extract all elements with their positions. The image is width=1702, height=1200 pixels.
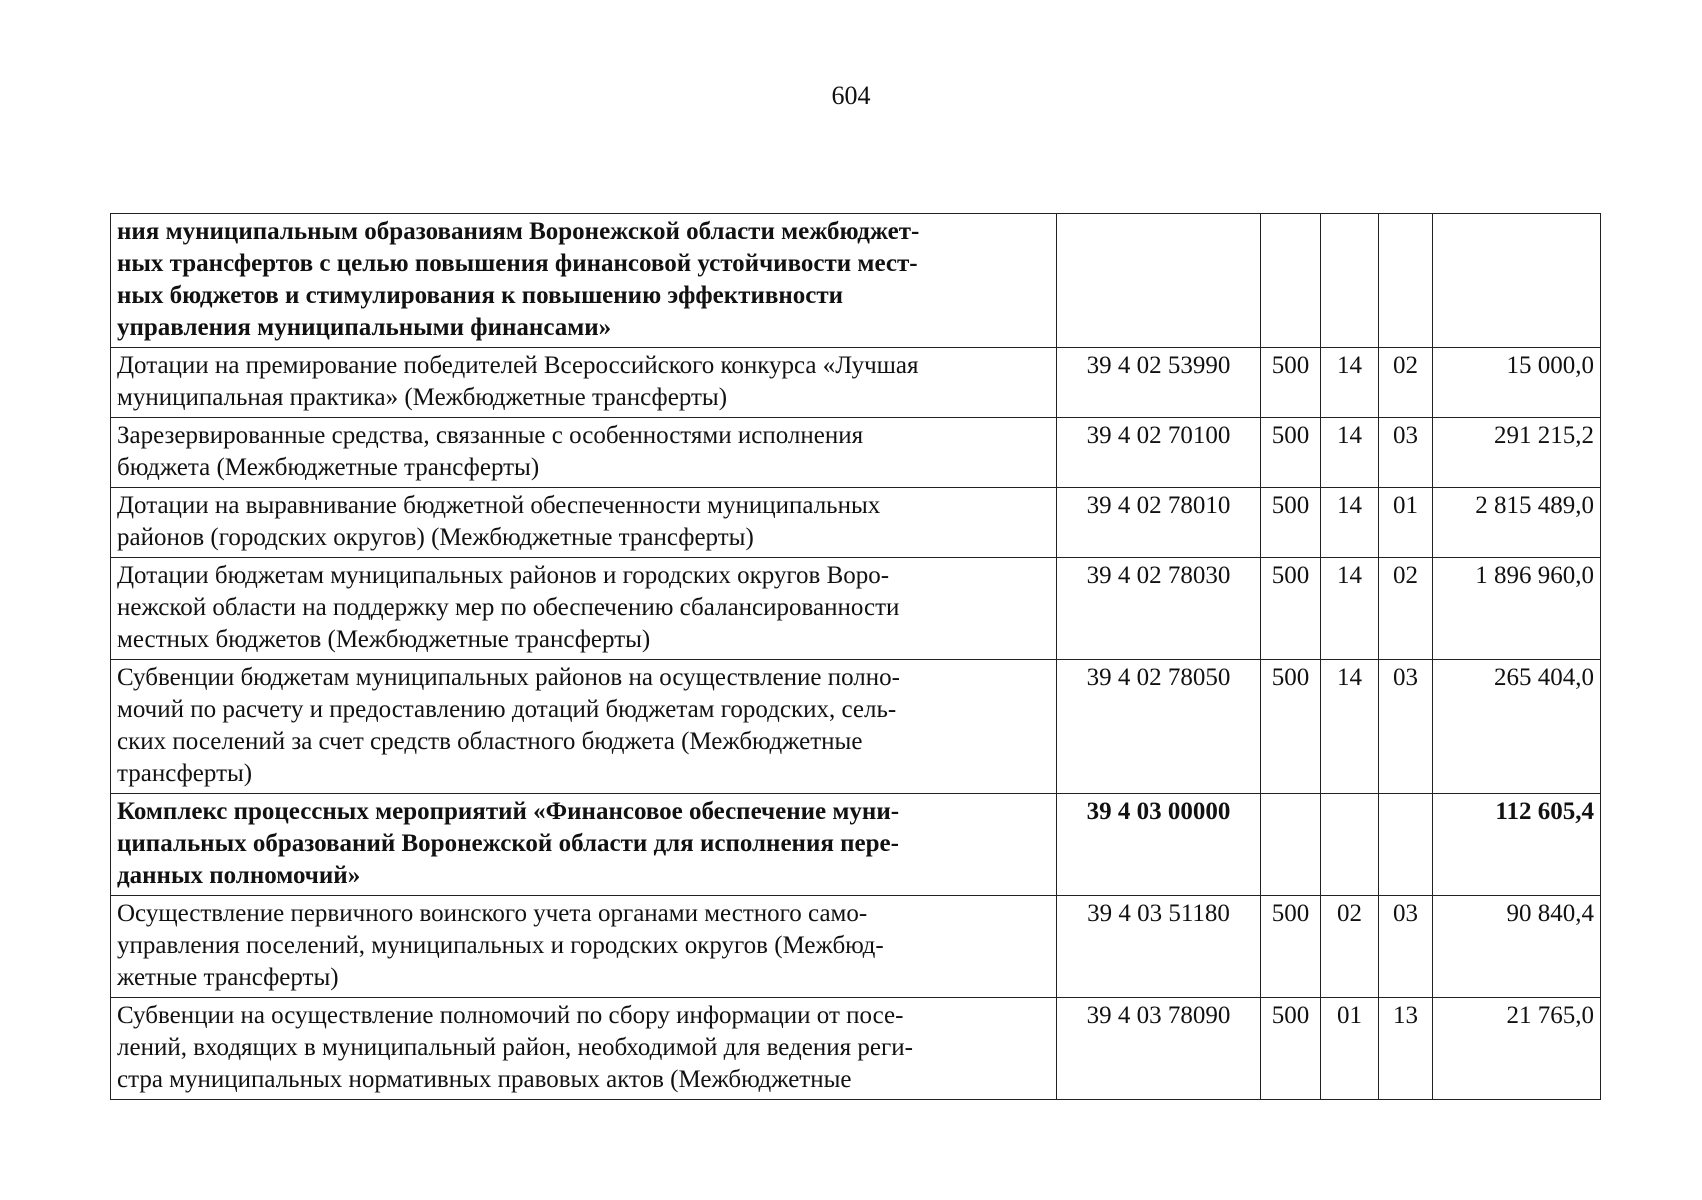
row-expense-type: 500 (1261, 660, 1321, 794)
row-expense-type (1261, 214, 1321, 348)
row-subsection (1379, 794, 1433, 896)
row-amount: 21 765,0 (1433, 998, 1601, 1100)
description-line: мочий по расчету и предоставлению дотаций бюджетам городских, сель- (117, 696, 897, 723)
row-amount: 2 815 489,0 (1433, 488, 1601, 558)
row-description (111, 558, 1057, 660)
row-section (1321, 214, 1379, 348)
description-line: Дотации на премирование победителей Всероссийского конкурса «Лучшая (117, 352, 919, 379)
description-line: Субвенции бюджетам муниципальных районов на осуществление полно- (117, 664, 900, 691)
description-line: Дотации на выравнивание бюджетной обеспеченности муниципальных (117, 492, 881, 519)
row-target-article: 39 4 02 70100 (1057, 418, 1261, 488)
description-line: стра муниципальных нормативных правовых актов (Межбюджетные (117, 1066, 852, 1093)
row-description (111, 418, 1057, 488)
row-description (111, 348, 1057, 418)
row-section: 14 (1321, 348, 1379, 418)
description-line: Комплекс процессных мероприятий «Финансовое обеспечение муни- (117, 798, 900, 825)
row-amount: 291 215,2 (1433, 418, 1601, 488)
row-target-article: 39 4 02 78030 (1057, 558, 1261, 660)
row-amount: 15 000,0 (1433, 348, 1601, 418)
table-row (111, 794, 1601, 896)
table-row (111, 660, 1601, 794)
table-row (111, 348, 1601, 418)
description-line: ских поселений за счет средств областного бюджета (Межбюджетные (117, 728, 863, 755)
table-row (111, 214, 1601, 348)
table-row (111, 998, 1601, 1100)
description-line: бюджета (Межбюджетные трансферты) (117, 454, 540, 481)
row-section: 14 (1321, 418, 1379, 488)
description-line: Зарезервированные средства, связанные с особенностями исполнения (117, 422, 864, 449)
row-subsection: 13 (1379, 998, 1433, 1100)
row-target-article: 39 4 02 53990 (1057, 348, 1261, 418)
row-expense-type: 500 (1261, 558, 1321, 660)
row-expense-type: 500 (1261, 348, 1321, 418)
row-expense-type: 500 (1261, 896, 1321, 998)
row-amount: 90 840,4 (1433, 896, 1601, 998)
description-line: управления муниципальными финансами» (117, 314, 612, 341)
row-section: 01 (1321, 998, 1379, 1100)
description-line: Осуществление первичного воинского учета органами местного само- (117, 900, 868, 927)
row-amount (1433, 214, 1601, 348)
row-subsection: 03 (1379, 418, 1433, 488)
row-section: 14 (1321, 660, 1379, 794)
description-line: управления поселений, муниципальных и городских округов (Межбюд- (117, 932, 884, 959)
row-section: 14 (1321, 558, 1379, 660)
row-expense-type: 500 (1261, 488, 1321, 558)
table-row (111, 558, 1601, 660)
description-line: ных трансфертов с целью повышения финансовой устойчивости мест- (117, 250, 918, 277)
description-line: Дотации бюджетам муниципальных районов и городских округов Воро- (117, 562, 890, 589)
description-line: муниципальная практика» (Межбюджетные трансферты) (117, 384, 728, 411)
row-target-article: 39 4 03 51180 (1057, 896, 1261, 998)
table-row (111, 418, 1601, 488)
row-subsection (1379, 214, 1433, 348)
row-subsection: 01 (1379, 488, 1433, 558)
row-target-article: 39 4 03 00000 (1057, 794, 1261, 896)
description-line: ципальных образований Воронежской области для исполнения пере- (117, 830, 899, 857)
row-subsection: 02 (1379, 348, 1433, 418)
row-expense-type (1261, 794, 1321, 896)
row-target-article: 39 4 02 78050 (1057, 660, 1261, 794)
description-line: нежской области на поддержку мер по обеспечению сбалансированности (117, 594, 900, 621)
description-line: ных бюджетов и стимулирования к повышению эффективности (117, 282, 844, 309)
row-description (111, 794, 1057, 896)
row-target-article: 39 4 02 78010 (1057, 488, 1261, 558)
page-number: 604 (831, 81, 871, 110)
row-section: 14 (1321, 488, 1379, 558)
row-amount: 112 605,4 (1433, 794, 1601, 896)
budget-allocation-table (110, 213, 1601, 1100)
row-description (111, 998, 1057, 1100)
table-body (111, 214, 1601, 1100)
row-description (111, 896, 1057, 998)
description-line: районов (городских округов) (Межбюджетные трансферты) (117, 524, 754, 551)
row-subsection: 02 (1379, 558, 1433, 660)
row-expense-type: 500 (1261, 418, 1321, 488)
row-subsection: 03 (1379, 896, 1433, 998)
row-target-article (1057, 214, 1261, 348)
description-line: ния муниципальным образованиям Воронежской области межбюджет- (117, 218, 920, 245)
row-subsection: 03 (1379, 660, 1433, 794)
row-amount: 265 404,0 (1433, 660, 1601, 794)
table-row (111, 488, 1601, 558)
row-description (111, 488, 1057, 558)
description-line: трансферты) (117, 760, 253, 787)
table-row (111, 896, 1601, 998)
row-description (111, 660, 1057, 794)
row-section (1321, 794, 1379, 896)
description-line: данных полномочий» (117, 862, 361, 889)
row-target-article: 39 4 03 78090 (1057, 998, 1261, 1100)
description-line: лений, входящих в муниципальный район, необходимой для ведения реги- (117, 1034, 913, 1061)
row-description (111, 214, 1057, 348)
description-line: жетные трансферты) (117, 964, 339, 991)
row-amount: 1 896 960,0 (1433, 558, 1601, 660)
row-expense-type: 500 (1261, 998, 1321, 1100)
description-line: Субвенции на осуществление полномочий по сбору информации от посе- (117, 1002, 904, 1029)
row-section: 02 (1321, 896, 1379, 998)
description-line: местных бюджетов (Межбюджетные трансферты) (117, 626, 651, 653)
